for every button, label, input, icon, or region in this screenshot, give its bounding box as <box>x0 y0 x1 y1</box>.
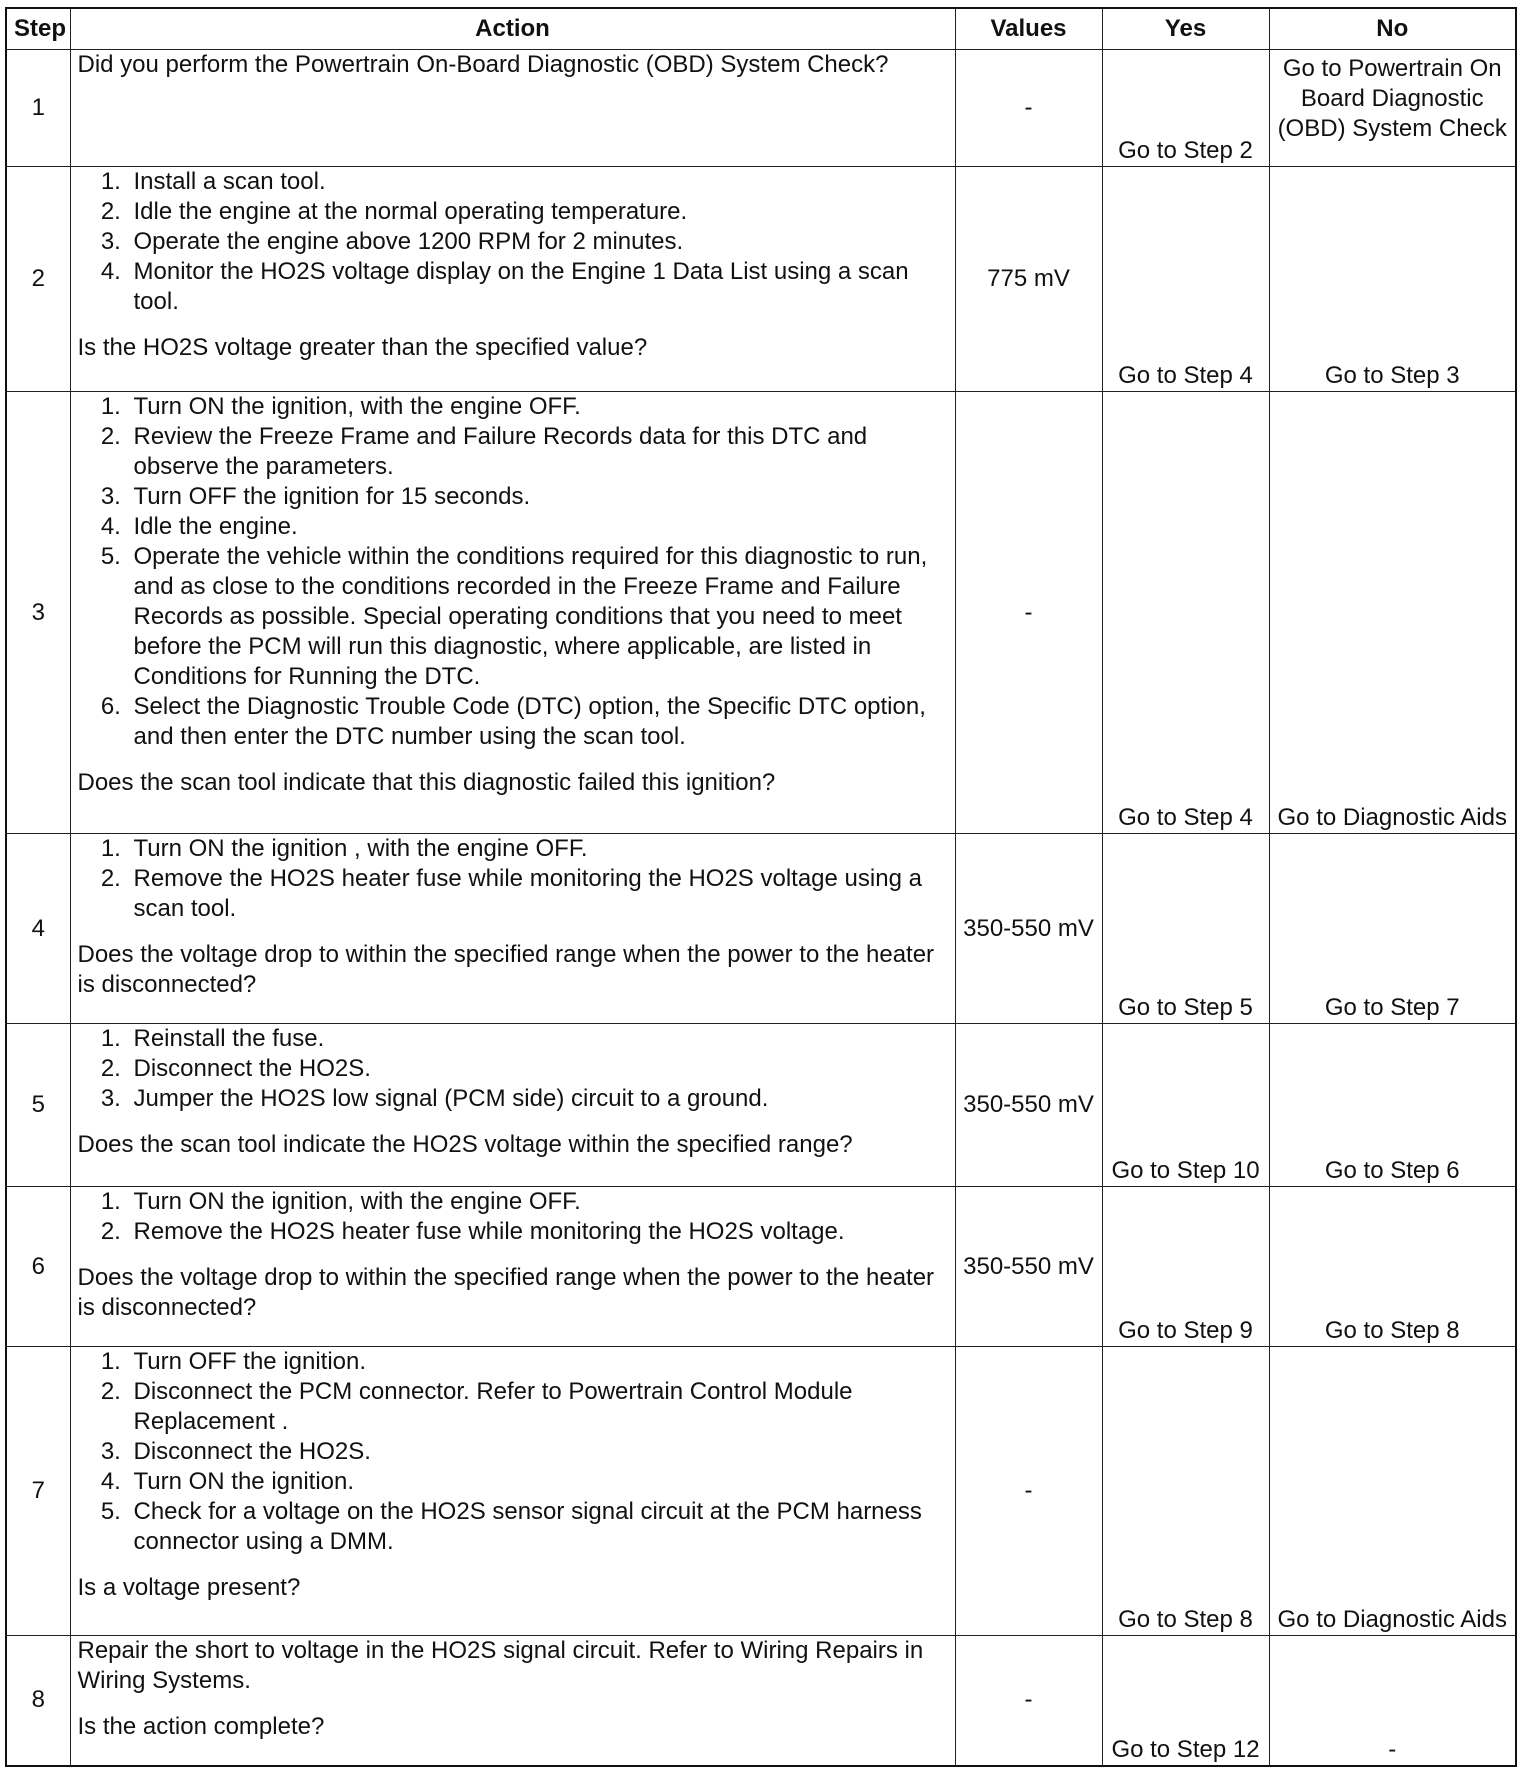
action-steps <box>78 1347 948 1557</box>
action-cell <box>70 392 955 834</box>
value-cell: - <box>955 392 1102 834</box>
no-cell: Go to Step 6 <box>1269 1024 1516 1187</box>
yes-cell: Go to Step 10 <box>1102 1024 1269 1187</box>
header-action: Action <box>70 8 955 50</box>
no-cell: Go to Step 3 <box>1269 167 1516 392</box>
action-step: 2. Review the Freeze Frame and Failure Records data for this DTC and observe the parameters. <box>128 422 948 482</box>
yes-cell: Go to Step 4 <box>1102 167 1269 392</box>
table-row <box>6 50 1516 167</box>
no-cell: Go to Powertrain On Board Diagnostic (OBD) System Check <box>1269 50 1516 167</box>
action-step: 4. Monitor the HO2S voltage display on the Engine 1 Data List using a scan tool. <box>128 257 948 317</box>
action-text: Did you perform the Powertrain On-Board Diagnostic (OBD) System Check? <box>77 51 889 78</box>
action-steps <box>78 392 948 752</box>
action-step: 3. Operate the engine above 1200 RPM for 2 minutes. <box>128 227 948 257</box>
no-cell: Go to Step 7 <box>1269 834 1516 1024</box>
action-cell <box>70 167 955 392</box>
action-cell <box>70 1347 955 1636</box>
table-row <box>6 1024 1516 1187</box>
no-cell: - <box>1269 1636 1516 1766</box>
value-cell: 350-550 mV <box>955 1024 1102 1187</box>
table-row <box>6 392 1516 834</box>
step-number: 5 <box>6 1024 70 1187</box>
action-step: 5. Operate the vehicle within the conditions required for this diagnostic to run, and as close to the conditions recorded in the Freeze Frame and Failure Records as possible. Special operating conditions that you need to meet before the PCM will run this diagnostic, where applicable, are listed in Conditions for Running the DTC. <box>128 542 948 692</box>
yes-cell: Go to Step 9 <box>1102 1187 1269 1347</box>
action-step: 2. Idle the engine at the normal operating temperature. <box>128 197 948 227</box>
yes-cell: Go to Step 4 <box>1102 392 1269 834</box>
action-steps <box>78 834 948 924</box>
header-step: Step <box>6 8 70 50</box>
no-cell: Go to Step 8 <box>1269 1187 1516 1347</box>
action-step: 1. Install a scan tool. <box>128 167 948 197</box>
value-cell: 350-550 mV <box>955 834 1102 1024</box>
action-step: 1. Turn ON the ignition, with the engine OFF. <box>128 1187 948 1217</box>
question-text: Does the voltage drop to within the specified range when the power to the heater is disconnected? <box>77 1264 935 1321</box>
action-step: 2. Remove the HO2S heater fuse while monitoring the HO2S voltage. <box>128 1217 948 1247</box>
action-cell <box>70 1636 955 1766</box>
question-text: Is a voltage present? <box>77 1574 301 1601</box>
action-step: 4. Turn ON the ignition. <box>128 1467 948 1497</box>
diagnostic-table <box>5 7 1517 1767</box>
action-step: 1. Turn ON the ignition , with the engine OFF. <box>128 834 948 864</box>
action-step: 2. Remove the HO2S heater fuse while monitoring the HO2S voltage using a scan tool. <box>128 864 948 924</box>
header-row <box>6 8 1516 50</box>
action-step: 3. Jumper the HO2S low signal (PCM side) circuit to a ground. <box>128 1084 948 1114</box>
action-step: 2. Disconnect the HO2S. <box>128 1054 948 1084</box>
action-step: 5. Check for a voltage on the HO2S sensor signal circuit at the PCM harness connector using a DMM. <box>128 1497 948 1557</box>
table-row <box>6 834 1516 1024</box>
table-row <box>6 167 1516 392</box>
table-row <box>6 1187 1516 1347</box>
step-number: 3 <box>6 392 70 834</box>
value-cell: - <box>955 50 1102 167</box>
value-cell: 350-550 mV <box>955 1187 1102 1347</box>
step-number: 8 <box>6 1636 70 1766</box>
yes-cell: Go to Step 2 <box>1102 50 1269 167</box>
question-text: Does the voltage drop to within the specified range when the power to the heater is disconnected? <box>77 941 935 998</box>
action-cell <box>70 50 955 167</box>
yes-cell: Go to Step 12 <box>1102 1636 1269 1766</box>
action-cell <box>70 834 955 1024</box>
action-step: 6. Select the Diagnostic Trouble Code (DTC) option, the Specific DTC option, and then enter the DTC number using the scan tool. <box>128 692 948 752</box>
question-text: Does the scan tool indicate that this diagnostic failed this ignition? <box>77 769 776 796</box>
yes-cell: Go to Step 8 <box>1102 1347 1269 1636</box>
question-text: Does the scan tool indicate the HO2S voltage within the specified range? <box>77 1131 853 1158</box>
header-values: Values <box>955 8 1102 50</box>
value-cell: - <box>955 1636 1102 1766</box>
action-steps <box>78 167 948 317</box>
header-yes: Yes <box>1102 8 1269 50</box>
step-number: 4 <box>6 834 70 1024</box>
action-step: 3. Turn OFF the ignition for 15 seconds. <box>128 482 948 512</box>
diagnostic-page <box>5 7 1515 1767</box>
table-row <box>6 1347 1516 1636</box>
value-cell: 775 mV <box>955 167 1102 392</box>
no-cell: Go to Diagnostic Aids <box>1269 392 1516 834</box>
table-header <box>6 8 1516 50</box>
step-number: 7 <box>6 1347 70 1636</box>
action-step: 1. Turn OFF the ignition. <box>128 1347 948 1377</box>
question-text: Is the action complete? <box>77 1713 325 1740</box>
value-cell: - <box>955 1347 1102 1636</box>
action-cell <box>70 1187 955 1347</box>
action-step: 3. Disconnect the HO2S. <box>128 1437 948 1467</box>
yes-cell: Go to Step 5 <box>1102 834 1269 1024</box>
no-cell: Go to Diagnostic Aids <box>1269 1347 1516 1636</box>
header-no: No <box>1269 8 1516 50</box>
question-text: Is the HO2S voltage greater than the specified value? <box>77 334 648 361</box>
action-step: 1. Turn ON the ignition, with the engine OFF. <box>128 392 948 422</box>
action-steps <box>78 1187 948 1247</box>
action-step: 1. Reinstall the fuse. <box>128 1024 948 1054</box>
step-number: 2 <box>6 167 70 392</box>
action-step: 4. Idle the engine. <box>128 512 948 542</box>
action-cell <box>70 1024 955 1187</box>
table-row <box>6 1636 1516 1766</box>
action-step: 2. Disconnect the PCM connector. Refer to Powertrain Control Module Replacement . <box>128 1377 948 1437</box>
step-number: 1 <box>6 50 70 167</box>
action-text: Repair the short to voltage in the HO2S signal circuit. Refer to Wiring Repairs in Wiring Systems. <box>77 1637 924 1694</box>
action-steps <box>78 1024 948 1114</box>
step-number: 6 <box>6 1187 70 1347</box>
